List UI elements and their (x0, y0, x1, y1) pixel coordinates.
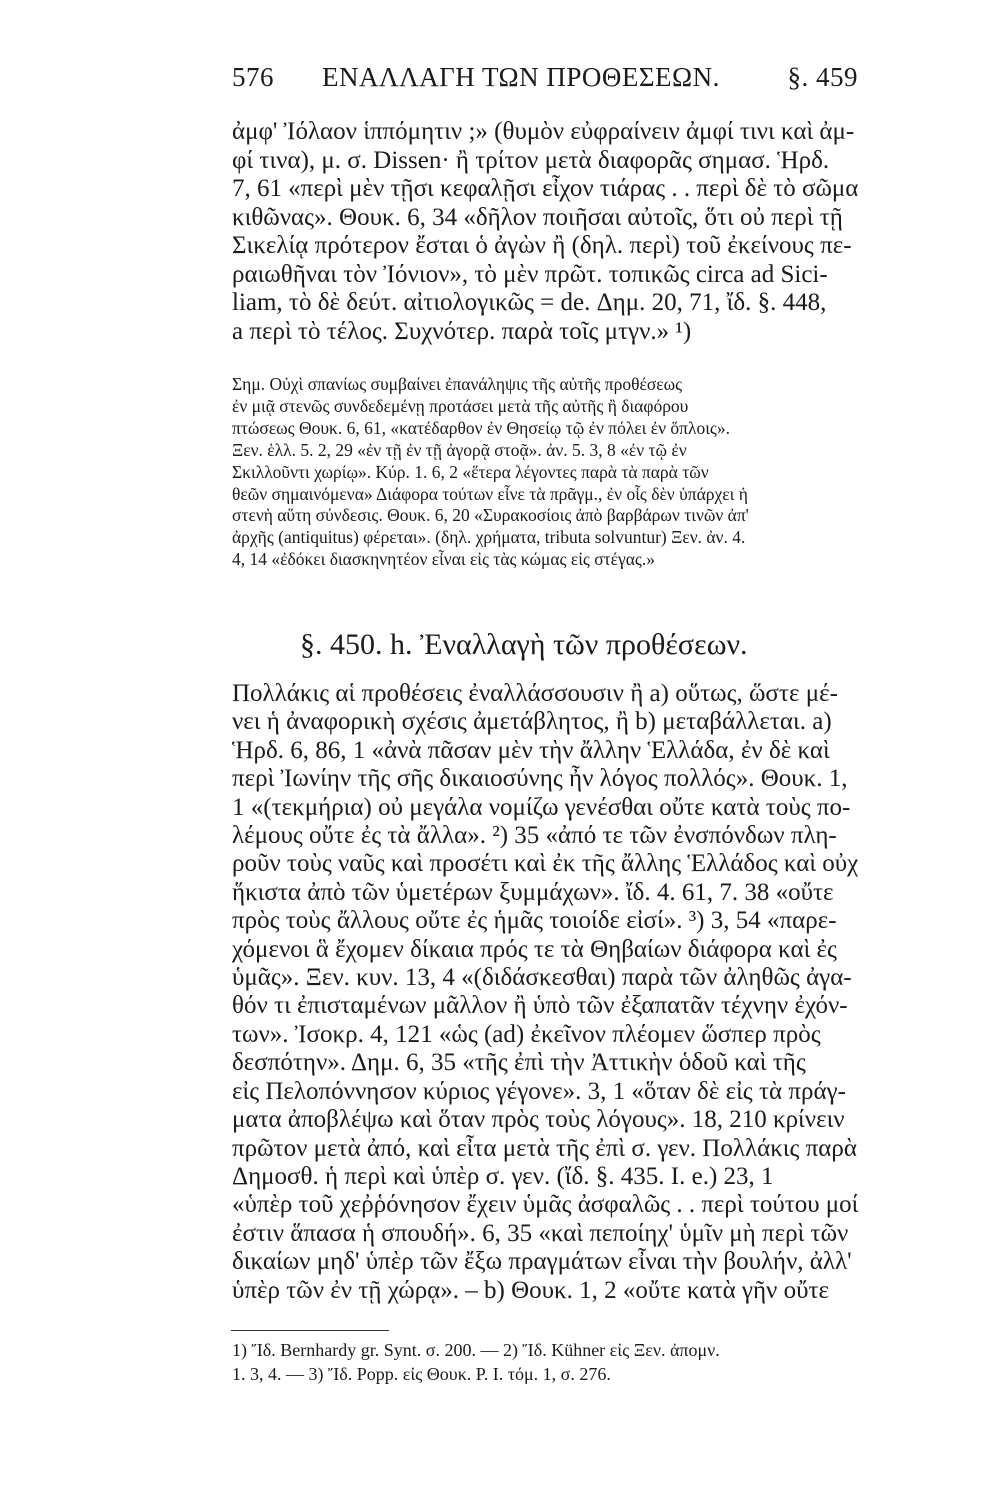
note-line: Σκιλλοῦντι χωρίῳ». Κύρ. 1. 6, 2 «ἕτερα λέγοντες παρὰ τὰ παρὰ τῶν (232, 461, 709, 482)
note-paragraph (232, 374, 858, 571)
footnotes (232, 1338, 858, 1386)
text-line: θόν τι ἐπισταμένων μᾶλλον ἢ ὑπὸ τῶν ἐξαπατᾶν τέχνην ἐχόν- (232, 992, 848, 1020)
text-line: λέμους οὔτε ἐς τὰ ἄλλα». ²) 35 «ἀπό τε τῶν ἐνσπόνδων πλη- (232, 822, 837, 850)
note-line: Σημ. Οὐχὶ σπανίως συμβαίνει ἐπανάληψις τῆς αὐτῆς προθέσεως (232, 374, 683, 394)
text-line: περὶ Ἰωνίην τῆς σῆς δικαιοσύνης ἦν λόγος πολλός». Θουκ. 1, (232, 765, 848, 793)
text-line: ματα ἀποβλέψω καὶ ὅταν πρὸς τοὺς λόγους». 18, 210 κρίνειν (232, 1106, 845, 1134)
text-line: Σικελίᾳ πρότερον ἔσται ὁ ἀγὼν ἢ (δηλ. περὶ) τοῦ ἐκείνους πε- (232, 232, 852, 259)
text-line: ραιωθῆναι τὸν Ἰόνιον», τὸ μὲν πρῶτ. τοπικῶς circa ad Sici- (232, 260, 828, 288)
footnote-line: 1) Ἴδ. Bernhardy gr. Synt. σ. 200. — 2) Ἴδ. Kühner εἰς Ξεν. ἀπομν. (232, 1340, 720, 1360)
text-line: νει ἡ ἀναφορικὴ σχέσις ἀμετάβλητος, ἢ b) μεταβάλλεται. a) (232, 708, 832, 736)
text-line: δεσπότην». Δημ. 6, 35 «τῆς ἐπὶ τὴν Ἀττικὴν ὁδοῦ καὶ τῆς (232, 1049, 806, 1077)
intro-paragraph (232, 118, 858, 346)
note-line: ἀρχῆς (antiquitus) φέρεται». (δηλ. χρήματα, tributa solvuntur) Ξεν. ἀν. 4. (232, 527, 746, 548)
footnote-line: 1. 3, 4. — 3) Ἴδ. Popp. εἰς Θουκ. P. I. τόμ. 1, σ. 276. (232, 1364, 611, 1384)
text-line: liam, τὸ δὲ δεύτ. αἰτιολογικῶς = de. Δημ. 20, 71, ἴδ. §. 448, (232, 289, 827, 316)
text-line: εἰς Πελοπόννησον κύριος γέγονε». 3, 1 «ὅταν δὲ εἰς τὰ πράγ- (232, 1077, 846, 1105)
note-line: Ξεν. ἑλλ. 5. 2, 29 «ἐν τῇ ἐν τῇ ἀγορᾷ στοᾷ». ἀν. 5. 3, 8 «ἐν τῷ ἐν (232, 439, 687, 460)
running-title: ΕΝΑΛΛΑΓΗ ΤΩΝ ΠΡΟΘΕΣΕΩΝ. (322, 62, 720, 92)
text-line: ἥκιστα ἀπὸ τῶν ὑμετέρων ξυμμάχων». ἴδ. 4. 61, 7. 38 «οὔτε (232, 878, 834, 906)
text-line: χόμενοι ἃ ἔχομεν δίκαια πρός τε τὰ Θηβαίων διάφορα καὶ ἐς (232, 935, 837, 963)
text-line: Δημοσθ. ἡ περὶ καὶ ὑπὲρ σ. γεν. (ἴδ. §. 435. I. e.) 23, 1 (232, 1162, 774, 1190)
note-line: 4, 14 «ἐδόκει διασκηνητέον εἶναι εἰς τὰς κώμας εἰς στέγας.» (232, 549, 655, 570)
section-reference: §. 459 (787, 62, 858, 92)
note-line: πτώσεως Θουκ. 6, 61, «κατέδαρθον ἐν Θησείῳ τῷ ἐν πόλει ἐν ὅπλοις». (232, 417, 730, 438)
text-line: δικαίων μηδ' ὑπὲρ τῶν ἔξω πραγμάτων εἶναι τὴν βουλήν, ἀλλ' (232, 1248, 852, 1276)
page-number: 576 (232, 62, 274, 92)
running-header (232, 62, 858, 102)
text-line: φί τινα), μ. σ. Dissen· ἢ τρίτον μετὰ διαφορᾶς σημασ. Ἡρδ. (232, 146, 830, 174)
text-line: των». Ἰσοκρ. 4, 121 «ὡς (ad) ἐκεῖνον πλέομεν ὥσπερ πρὸς (232, 1020, 821, 1048)
text-line: «ὑπὲρ τοῦ χεῤῥόνησον ἔχειν ὑμᾶς ἀσφαλῶς . . περὶ τούτου μοί (232, 1191, 859, 1219)
footnote-divider (231, 1330, 389, 1331)
text-line: 7, 61 «περὶ μὲν τῇσι κεφαλῇσι εἶχον τιάρας . . περὶ δὲ τὸ σῶμα (232, 175, 859, 202)
text-line: ἐστιν ἅπασα ἡ σπουδή». 6, 35 «καὶ πεποίηχ' ὑμῖν μὴ περὶ τῶν (232, 1219, 849, 1247)
note-line: θεῶν σημαινόμενα» Διάφορα τούτων εἶνε τὰ πρᾶγμ., ἐν οἷς δὲν ὑπάρχει ἡ (232, 483, 748, 504)
text-line: a περὶ τὸ τέλος. Συχνότερ. παρὰ τοῖς μτγν.» ¹) (232, 317, 692, 345)
main-paragraph (232, 680, 858, 1305)
note-line: στενὴ αὕτη σύνδεσις. Θουκ. 6, 20 «Συρακοσίοις ἀπὸ βαρβάρων τινῶν ἀπ' (232, 505, 749, 526)
text-line: πρῶτον μετὰ ἀπό, καὶ εἶτα μετὰ τῆς ἐπὶ σ. γεν. Πολλάκις παρὰ (232, 1134, 857, 1162)
text-line: ὑμᾶς». Ξεν. κυν. 13, 4 «(διδάσκεσθαι) παρὰ τῶν ἀληθῶς ἀγα- (232, 964, 852, 992)
text-line: πρὸς τοὺς ἄλλους οὔτε ἐς ἡμᾶς τοιοίδε εἰσί». ³) 3, 54 «παρε- (232, 907, 837, 935)
note-line: ἐν μιᾷ στενῶς συνδεδεμένῃ προτάσει μετὰ τῆς αὐτῆς ἢ διαφόρου (232, 395, 689, 416)
text-line: Πολλάκις αἱ προθέσεις ἐναλλάσσουσιν ἢ a) οὕτως, ὥστε μέ- (232, 680, 838, 707)
text-line: ὑπὲρ τῶν ἐν τῇ χώρᾳ». – b) Θουκ. 1, 2 «οὔτε κατὰ γῆν οὔτε (232, 1276, 830, 1304)
text-line: 1 «(τεκμήρια) οὐ μεγάλα νομίζω γενέσθαι οὔτε κατὰ τοὺς πο- (232, 793, 851, 821)
text-line: ροῦν τοὺς ναῦς καὶ προσέτι καὶ ἐκ τῆς ἄλλης Ἑλλάδος καὶ οὐχ (232, 850, 859, 878)
section-heading: §. 450. h. Ἐναλλαγὴ τῶν προθέσεων. (300, 628, 748, 661)
text-line: κιθῶνας». Θουκ. 6, 34 «δῆλον ποιῆσαι αὐτοῖς, ὅτι οὐ περὶ τῇ (232, 203, 843, 231)
text-line: ἀμφ' Ἰόλαον ἱππόμητιν ;» (θυμὸν εὐφραίνειν ἀμφί τινι καὶ ἀμ- (232, 118, 855, 145)
text-line: Ἡρδ. 6, 86, 1 «ἀνὰ πᾶσαν μὲν τὴν ἄλλην Ἑλλάδα, ἐν δὲ καὶ (232, 736, 830, 764)
